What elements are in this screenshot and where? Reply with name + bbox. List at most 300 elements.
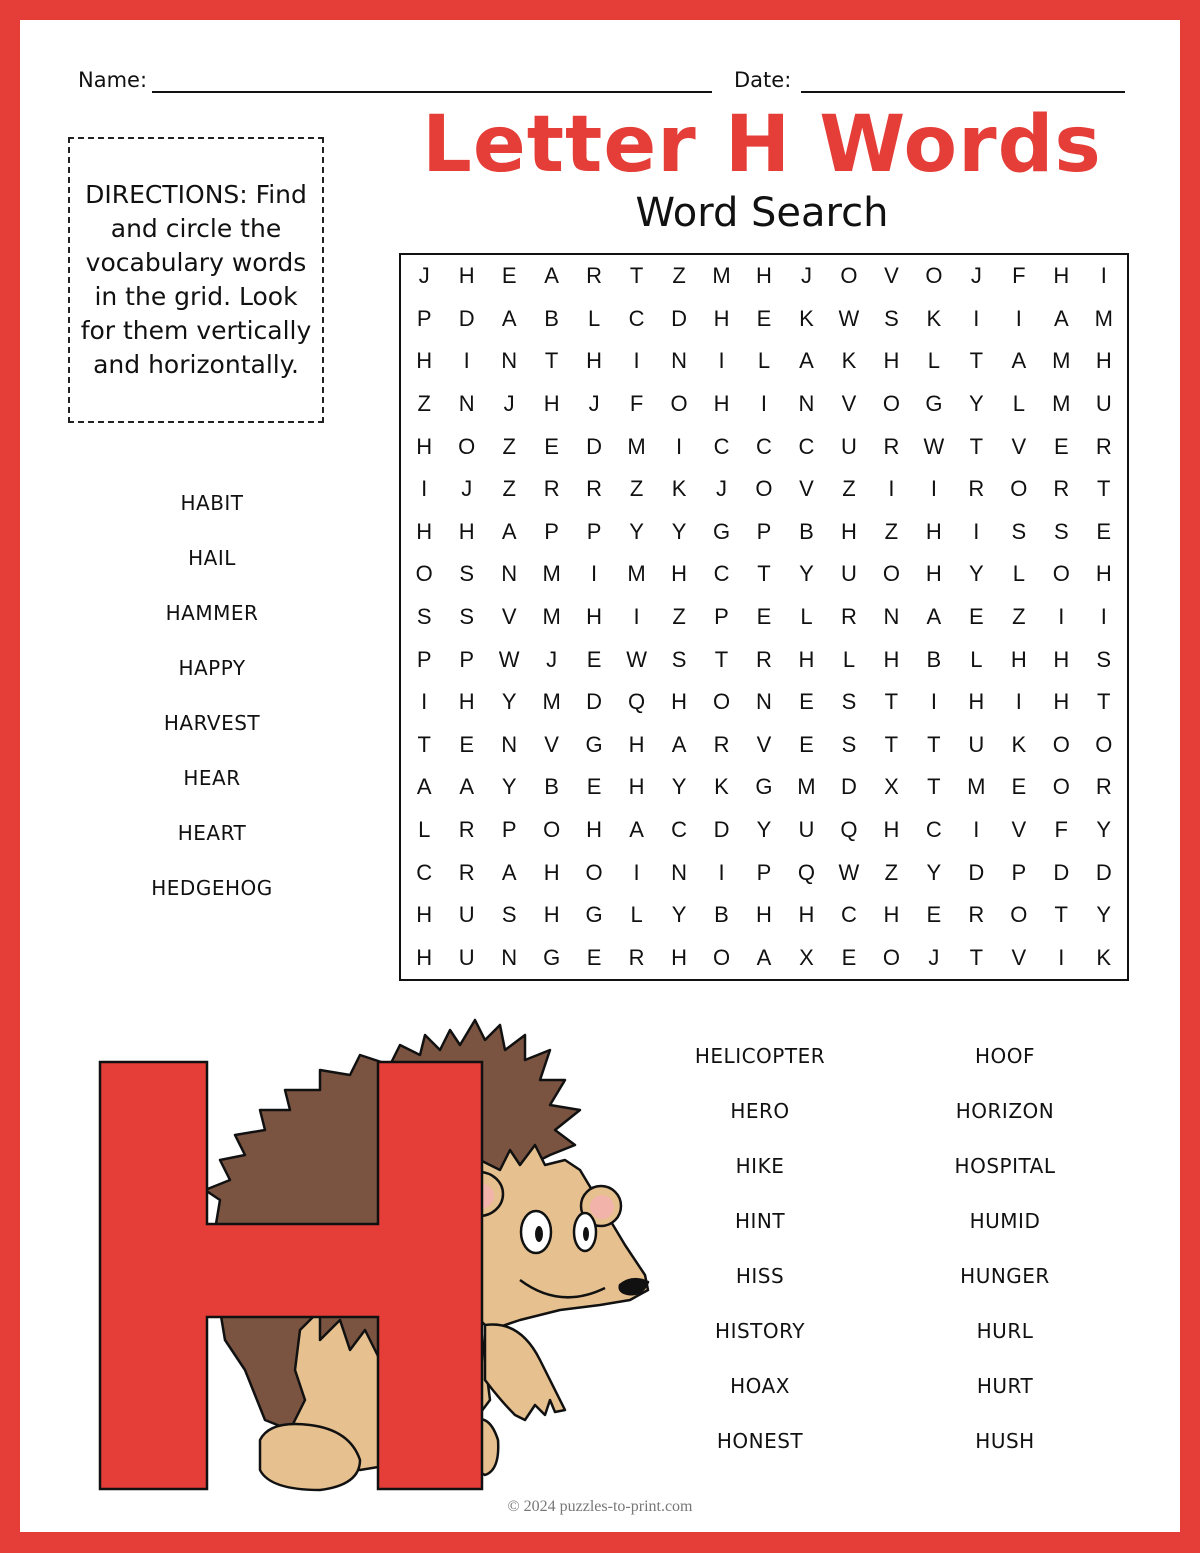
grid-cell[interactable]: I (1015, 689, 1022, 715)
grid-cell[interactable]: H (883, 646, 900, 672)
grid-cell[interactable]: H (416, 348, 433, 374)
grid-cell[interactable]: H (416, 944, 433, 970)
grid-cell[interactable]: N (501, 944, 518, 970)
grid-cell[interactable]: O (1052, 561, 1070, 587)
grid-cell[interactable]: E (544, 433, 559, 459)
grid-cell[interactable]: N (458, 391, 475, 417)
grid-cell[interactable]: J (970, 263, 982, 289)
grid-cell[interactable]: A (629, 816, 644, 842)
grid-cell[interactable]: R (1095, 433, 1112, 459)
grid-cell[interactable]: N (501, 348, 518, 374)
grid-cell[interactable]: M (627, 561, 646, 587)
grid-cell[interactable]: M (967, 774, 986, 800)
grid-cell[interactable]: G (925, 391, 943, 417)
grid-cell[interactable]: E (969, 603, 984, 629)
grid-cell[interactable]: A (416, 774, 432, 800)
grid-cell[interactable]: V (884, 263, 899, 289)
grid-cell[interactable]: H (628, 774, 645, 800)
grid-cell[interactable]: S (671, 646, 687, 672)
grid-cell[interactable]: Y (501, 774, 517, 800)
grid-cell[interactable]: F (1054, 816, 1068, 842)
grid-cell[interactable]: O (415, 561, 433, 587)
grid-cell[interactable]: I (421, 476, 428, 502)
grid-cell[interactable]: H (798, 646, 815, 672)
grid-cell[interactable]: E (1011, 774, 1027, 800)
grid-cell[interactable]: E (501, 263, 517, 289)
grid-cell[interactable]: H (713, 305, 730, 331)
grid-cell[interactable]: Z (417, 391, 431, 417)
grid-cell[interactable]: S (501, 902, 517, 928)
grid-cell[interactable]: O (543, 816, 561, 842)
grid-cell[interactable]: T (629, 263, 644, 289)
grid-cell[interactable]: P (544, 518, 559, 544)
grid-cell[interactable]: J (546, 646, 558, 672)
word-list-right-column-2 (885, 1041, 1125, 1481)
grid-cell[interactable]: G (585, 731, 603, 757)
grid-cell[interactable]: H (1010, 646, 1027, 672)
grid-cell[interactable]: C (713, 433, 730, 459)
grid-cell[interactable]: H (458, 263, 475, 289)
grid-cell[interactable]: Q (797, 859, 816, 885)
grid-cell[interactable]: U (840, 433, 857, 459)
grid-cell[interactable]: E (1096, 518, 1112, 544)
grid-cell[interactable]: C (713, 561, 730, 587)
grid-cell[interactable]: N (798, 391, 815, 417)
directions-text: DIRECTIONS: Find and circle the vocabulary words in the grid. Look for them vertically and horizontally. (80, 180, 312, 379)
grid-cell[interactable]: R (756, 646, 772, 672)
grid-cell[interactable]: F (629, 391, 644, 417)
grid-cell[interactable]: E (926, 902, 942, 928)
grid-cell[interactable]: M (542, 603, 561, 629)
grid-cell[interactable]: O (1095, 731, 1113, 757)
grid-cell[interactable]: S (416, 603, 432, 629)
grid-cell[interactable]: H (458, 689, 475, 715)
grid-cell[interactable]: N (671, 859, 687, 885)
grid-cell[interactable]: A (671, 731, 687, 757)
grid-cell[interactable]: I (973, 518, 980, 544)
grid-cell[interactable]: Y (926, 859, 942, 885)
grid-cell[interactable]: K (714, 774, 729, 800)
grid-cell[interactable]: J (928, 944, 940, 970)
grid-cell[interactable]: I (1058, 944, 1065, 970)
grid-cell[interactable]: L (757, 348, 771, 374)
grid-cell[interactable]: Z (672, 263, 686, 289)
grid-cell[interactable]: S (841, 731, 857, 757)
grid-cell[interactable]: D (1053, 859, 1070, 885)
grid-cell[interactable]: S (1053, 518, 1069, 544)
grid-cell[interactable]: Y (799, 561, 814, 587)
grid-cell[interactable]: O (925, 263, 943, 289)
grid-cell[interactable]: H (458, 518, 475, 544)
word-list-item: HONEST (716, 1429, 804, 1453)
grid-cell[interactable]: I (591, 561, 598, 587)
grid-cell[interactable]: R (968, 476, 985, 502)
name-field-line[interactable] (152, 91, 712, 93)
grid-cell[interactable]: P (459, 646, 475, 672)
grid-cell[interactable]: R (968, 902, 985, 928)
grid-cell[interactable]: V (799, 476, 814, 502)
grid-cell[interactable]: E (799, 731, 814, 757)
grid-cell[interactable]: Z (884, 518, 899, 544)
grid-cell[interactable]: H (671, 944, 687, 970)
grid-cell[interactable]: H (416, 518, 433, 544)
grid-cell[interactable]: I (1100, 263, 1107, 289)
grid-cell[interactable]: T (417, 731, 431, 757)
grid-cell[interactable]: O (458, 433, 476, 459)
grid-cell[interactable]: Z (629, 476, 644, 502)
grid-cell[interactable]: V (1011, 433, 1027, 459)
grid-cell[interactable]: L (970, 646, 983, 672)
word-list-item: HURL (976, 1319, 1034, 1343)
grid-cell[interactable]: I (463, 348, 470, 374)
grid-cell[interactable]: B (926, 646, 942, 672)
grid-cell[interactable]: C (925, 816, 942, 842)
grid-cell[interactable]: M (1094, 305, 1113, 331)
grid-cell[interactable]: I (888, 476, 895, 502)
grid-cell[interactable]: H (840, 518, 857, 544)
grid-cell[interactable]: Z (502, 476, 516, 502)
grid-cell[interactable]: S (884, 305, 899, 331)
grid-cell[interactable]: L (842, 646, 856, 672)
grid-cell[interactable]: A (1011, 348, 1027, 374)
grid-cell[interactable]: Y (1096, 902, 1112, 928)
grid-cell[interactable]: T (927, 774, 941, 800)
grid-cell[interactable]: P (714, 603, 729, 629)
grid-cell[interactable]: Y (756, 816, 772, 842)
grid-cell[interactable]: G (755, 774, 773, 800)
grid-cell[interactable]: D (586, 433, 603, 459)
grid-cell[interactable]: I (421, 689, 428, 715)
grid-cell[interactable]: E (459, 731, 475, 757)
grid-cell[interactable]: D (840, 774, 857, 800)
grid-cell[interactable]: I (973, 305, 980, 331)
grid-cell[interactable]: Q (628, 689, 646, 715)
grid-cell[interactable]: X (884, 774, 899, 800)
grid-cell[interactable]: K (926, 305, 942, 331)
grid-cell[interactable]: F (1012, 263, 1026, 289)
grid-cell[interactable]: H (586, 816, 603, 842)
grid-cell[interactable]: O (1010, 476, 1028, 502)
grid-cell[interactable]: A (926, 603, 942, 629)
grid-cell[interactable]: H (416, 902, 433, 928)
grid-cell[interactable]: I (1058, 603, 1065, 629)
grid-cell[interactable]: K (671, 476, 687, 502)
grid-cell[interactable]: I (718, 348, 725, 374)
grid-cell[interactable]: C (416, 859, 433, 885)
grid-cell[interactable]: R (586, 263, 603, 289)
grid-cell[interactable]: A (501, 859, 517, 885)
grid-cell[interactable]: R (458, 859, 475, 885)
grid-cell[interactable]: H (586, 603, 603, 629)
word-search-grid[interactable] (399, 253, 1129, 981)
grid-cell[interactable]: P (416, 646, 432, 672)
grid-cell[interactable]: V (1011, 944, 1027, 970)
grid-cell[interactable]: H (671, 561, 687, 587)
grid-cell[interactable]: C (798, 433, 815, 459)
grid-cell[interactable]: M (797, 774, 816, 800)
grid-cell[interactable]: O (712, 944, 731, 970)
grid-cell[interactable]: I (675, 433, 683, 459)
grid-cell[interactable]: D (968, 859, 985, 885)
grid-cell[interactable]: B (799, 518, 814, 544)
grid-cell[interactable]: W (923, 433, 945, 459)
grid-cell[interactable]: L (630, 902, 643, 928)
grid-cell[interactable]: T (544, 348, 559, 374)
grid-cell[interactable]: I (930, 689, 937, 715)
grid-cell[interactable]: O (840, 263, 858, 289)
grid-cell[interactable]: L (1012, 391, 1025, 417)
grid-cell[interactable]: A (544, 263, 559, 289)
grid-cell[interactable]: H (1095, 561, 1112, 587)
grid-cell[interactable]: I (718, 859, 725, 885)
grid-cell[interactable]: P (586, 518, 602, 544)
grid-cell[interactable]: N (883, 603, 900, 629)
grid-cell[interactable]: Q (840, 816, 858, 842)
grid-cell[interactable]: U (798, 816, 815, 842)
grid-cell[interactable]: H (883, 816, 900, 842)
grid-cell[interactable]: A (799, 348, 814, 374)
grid-cell[interactable]: T (714, 646, 729, 672)
grid-cell[interactable]: O (1052, 774, 1070, 800)
grid-cell[interactable]: T (927, 731, 941, 757)
grid-cell[interactable]: U (840, 561, 857, 587)
grid-cell[interactable]: H (798, 902, 815, 928)
grid-cell[interactable]: H (925, 518, 942, 544)
grid-cell[interactable]: K (799, 305, 814, 331)
grid-cell[interactable]: C (840, 902, 857, 928)
grid-cell[interactable]: Z (842, 476, 856, 502)
grid-cell[interactable]: U (458, 902, 475, 928)
grid-cell[interactable]: O (882, 391, 900, 417)
grid-cell[interactable]: I (1100, 603, 1107, 629)
grid-cell[interactable]: R (713, 731, 730, 757)
grid-cell[interactable]: J (418, 263, 430, 289)
grid-cell[interactable]: X (799, 944, 814, 970)
grid-cell[interactable]: I (633, 348, 640, 374)
grid-cell[interactable]: H (968, 689, 985, 715)
grid-cell[interactable]: R (840, 603, 857, 629)
grid-cell[interactable]: E (586, 944, 602, 970)
grid-cell[interactable]: Z (672, 603, 686, 629)
grid-cell[interactable]: D (671, 305, 687, 331)
grid-cell[interactable]: T (1097, 476, 1111, 502)
grid-cell[interactable]: V (841, 391, 857, 417)
grid-cell[interactable]: J (461, 476, 473, 502)
grid-cell[interactable]: H (1053, 646, 1070, 672)
grid-cell[interactable]: O (882, 944, 900, 970)
grid-cell[interactable]: Y (501, 689, 517, 715)
grid-cell[interactable]: A (501, 518, 517, 544)
grid-cell[interactable]: R (628, 944, 645, 970)
grid-cell[interactable]: Z (1012, 603, 1026, 629)
grid-cell[interactable]: M (1052, 391, 1071, 417)
grid-cell[interactable]: O (1010, 902, 1028, 928)
grid-cell[interactable]: D (1095, 859, 1112, 885)
grid-cell[interactable]: G (712, 518, 731, 544)
word-list-item: HIKE (735, 1154, 785, 1178)
grid-cell[interactable]: T (969, 433, 984, 459)
grid-cell[interactable]: N (501, 731, 518, 757)
grid-cell[interactable]: E (756, 305, 772, 331)
grid-cell[interactable]: L (800, 603, 813, 629)
grid-cell[interactable]: O (882, 561, 900, 587)
grid-cell[interactable]: V (544, 731, 559, 757)
grid-cell[interactable]: H (1053, 689, 1070, 715)
grid-cell[interactable]: K (841, 348, 857, 374)
grid-cell[interactable]: T (757, 561, 771, 587)
grid-cell[interactable]: C (628, 305, 645, 331)
grid-cell[interactable]: S (459, 561, 475, 587)
grid-cell[interactable]: H (713, 391, 730, 417)
grid-cell[interactable]: H (628, 731, 645, 757)
grid-cell[interactable]: J (503, 391, 515, 417)
grid-cell[interactable]: M (1052, 348, 1071, 374)
grid-cell[interactable]: A (1053, 305, 1069, 331)
grid-cell[interactable]: E (1053, 433, 1069, 459)
grid-cell[interactable]: T (1097, 689, 1111, 715)
word-list-item: HORIZON (955, 1099, 1055, 1123)
grid-cell[interactable]: P (501, 816, 517, 842)
grid-cell[interactable]: J (800, 263, 812, 289)
grid-cell[interactable]: E (756, 603, 772, 629)
grid-cell[interactable]: I (930, 476, 937, 502)
grid-cell[interactable]: N (671, 348, 687, 374)
grid-cell[interactable]: V (1011, 816, 1027, 842)
grid-cell[interactable]: H (543, 391, 560, 417)
grid-cell[interactable]: E (841, 944, 857, 970)
grid-cell[interactable]: H (756, 902, 772, 928)
grid-cell[interactable]: H (416, 433, 433, 459)
grid-cell[interactable]: T (969, 348, 984, 374)
grid-cell[interactable]: K (1096, 944, 1112, 970)
grid-cell[interactable]: H (586, 348, 603, 374)
grid-cell[interactable]: M (542, 561, 561, 587)
grid-cell[interactable]: H (883, 348, 900, 374)
grid-cell[interactable]: P (1011, 859, 1027, 885)
grid-cell[interactable]: K (1011, 731, 1027, 757)
grid-cell[interactable]: P (756, 518, 772, 544)
grid-cell[interactable]: A (756, 944, 772, 970)
grid-cell[interactable]: G (543, 944, 561, 970)
grid-cell[interactable]: W (838, 859, 860, 885)
grid-cell[interactable]: I (760, 391, 768, 417)
grid-cell[interactable]: H (671, 689, 687, 715)
grid-cell[interactable]: R (1053, 476, 1070, 502)
grid-cell[interactable]: O (755, 476, 773, 502)
grid-cell[interactable]: W (838, 305, 860, 331)
grid-cell[interactable]: R (1095, 774, 1112, 800)
grid-cell[interactable]: T (884, 731, 899, 757)
grid-cell[interactable]: H (543, 859, 560, 885)
grid-cell[interactable]: I (973, 816, 980, 842)
grid-cell[interactable]: J (716, 476, 728, 502)
grid-cell[interactable]: Y (969, 391, 984, 417)
grid-cell[interactable]: A (459, 774, 475, 800)
grid-cell[interactable]: U (458, 944, 475, 970)
grid-cell[interactable]: Y (969, 561, 984, 587)
grid-cell[interactable]: E (586, 646, 602, 672)
grid-cell[interactable]: H (925, 561, 942, 587)
grid-cell[interactable]: L (927, 348, 940, 374)
grid-cell[interactable]: Y (671, 774, 687, 800)
grid-cell[interactable]: L (418, 816, 431, 842)
grid-cell[interactable]: U (968, 731, 985, 757)
grid-cell[interactable]: P (756, 859, 772, 885)
grid-cell[interactable]: B (714, 902, 729, 928)
grid-cell[interactable]: Y (671, 518, 687, 544)
grid-cell[interactable]: O (712, 689, 731, 715)
grid-cell[interactable]: D (713, 816, 730, 842)
grid-cell[interactable]: H (883, 902, 900, 928)
grid-cell[interactable]: R (458, 816, 475, 842)
grid-cell[interactable]: O (670, 391, 688, 417)
grid-cell[interactable]: N (501, 561, 518, 587)
grid-cell[interactable]: M (542, 689, 561, 715)
grid-cell[interactable]: Z (502, 433, 516, 459)
grid-cell[interactable]: Y (671, 902, 687, 928)
grid-cell[interactable]: I (1015, 305, 1022, 331)
grid-cell[interactable]: O (585, 859, 603, 885)
grid-cell[interactable]: E (799, 689, 814, 715)
grid-cell[interactable]: C (756, 433, 772, 459)
grid-cell[interactable]: Y (629, 518, 644, 544)
grid-cell[interactable]: S (1011, 518, 1027, 544)
grid-cell[interactable]: T (884, 689, 899, 715)
grid-cell[interactable]: A (501, 305, 517, 331)
grid-cell[interactable]: H (756, 263, 772, 289)
grid-cell[interactable]: L (587, 305, 601, 331)
grid-cell[interactable]: S (459, 603, 475, 629)
grid-cell[interactable]: D (586, 689, 603, 715)
grid-cell[interactable]: R (543, 476, 560, 502)
grid-cell[interactable]: R (883, 433, 900, 459)
grid-cell[interactable]: P (416, 305, 432, 331)
grid-cell[interactable]: S (841, 689, 857, 715)
grid-cell[interactable]: Y (1096, 816, 1112, 842)
grid-cell[interactable]: V (756, 731, 772, 757)
grid-cell[interactable]: B (544, 305, 559, 331)
grid-cell[interactable]: H (1053, 263, 1070, 289)
grid-cell[interactable]: H (1095, 348, 1112, 374)
grid-cell[interactable]: W (498, 646, 520, 672)
grid-cell[interactable]: R (586, 476, 603, 502)
grid-cell[interactable]: B (544, 774, 559, 800)
grid-cell[interactable]: V (501, 603, 517, 629)
grid-cell[interactable]: G (585, 902, 603, 928)
grid-cell[interactable]: S (1096, 646, 1112, 672)
grid-cell[interactable]: T (1054, 902, 1068, 928)
grid-cell[interactable]: J (588, 391, 600, 417)
grid-cell[interactable]: Z (884, 859, 899, 885)
word-list-item: HISS (735, 1264, 785, 1288)
word-list-item: HAPPY (178, 656, 246, 680)
grid-cell[interactable]: U (1095, 391, 1112, 417)
grid-cell[interactable]: L (1012, 561, 1025, 587)
grid-cell[interactable]: N (756, 689, 772, 715)
grid-cell[interactable]: H (543, 902, 560, 928)
grid-cell[interactable]: D (458, 305, 475, 331)
grid-cell[interactable]: E (586, 774, 602, 800)
grid-cell[interactable]: I (633, 603, 640, 629)
grid-cell[interactable]: M (627, 433, 646, 459)
grid-cell[interactable]: W (626, 646, 647, 672)
grid-cell[interactable]: O (1052, 731, 1070, 757)
grid-cell[interactable]: C (671, 816, 687, 842)
grid-cell[interactable]: I (633, 859, 640, 885)
date-field-line[interactable] (801, 91, 1125, 93)
grid-cell[interactable]: M (712, 263, 731, 289)
grid-cell[interactable]: T (969, 944, 984, 970)
